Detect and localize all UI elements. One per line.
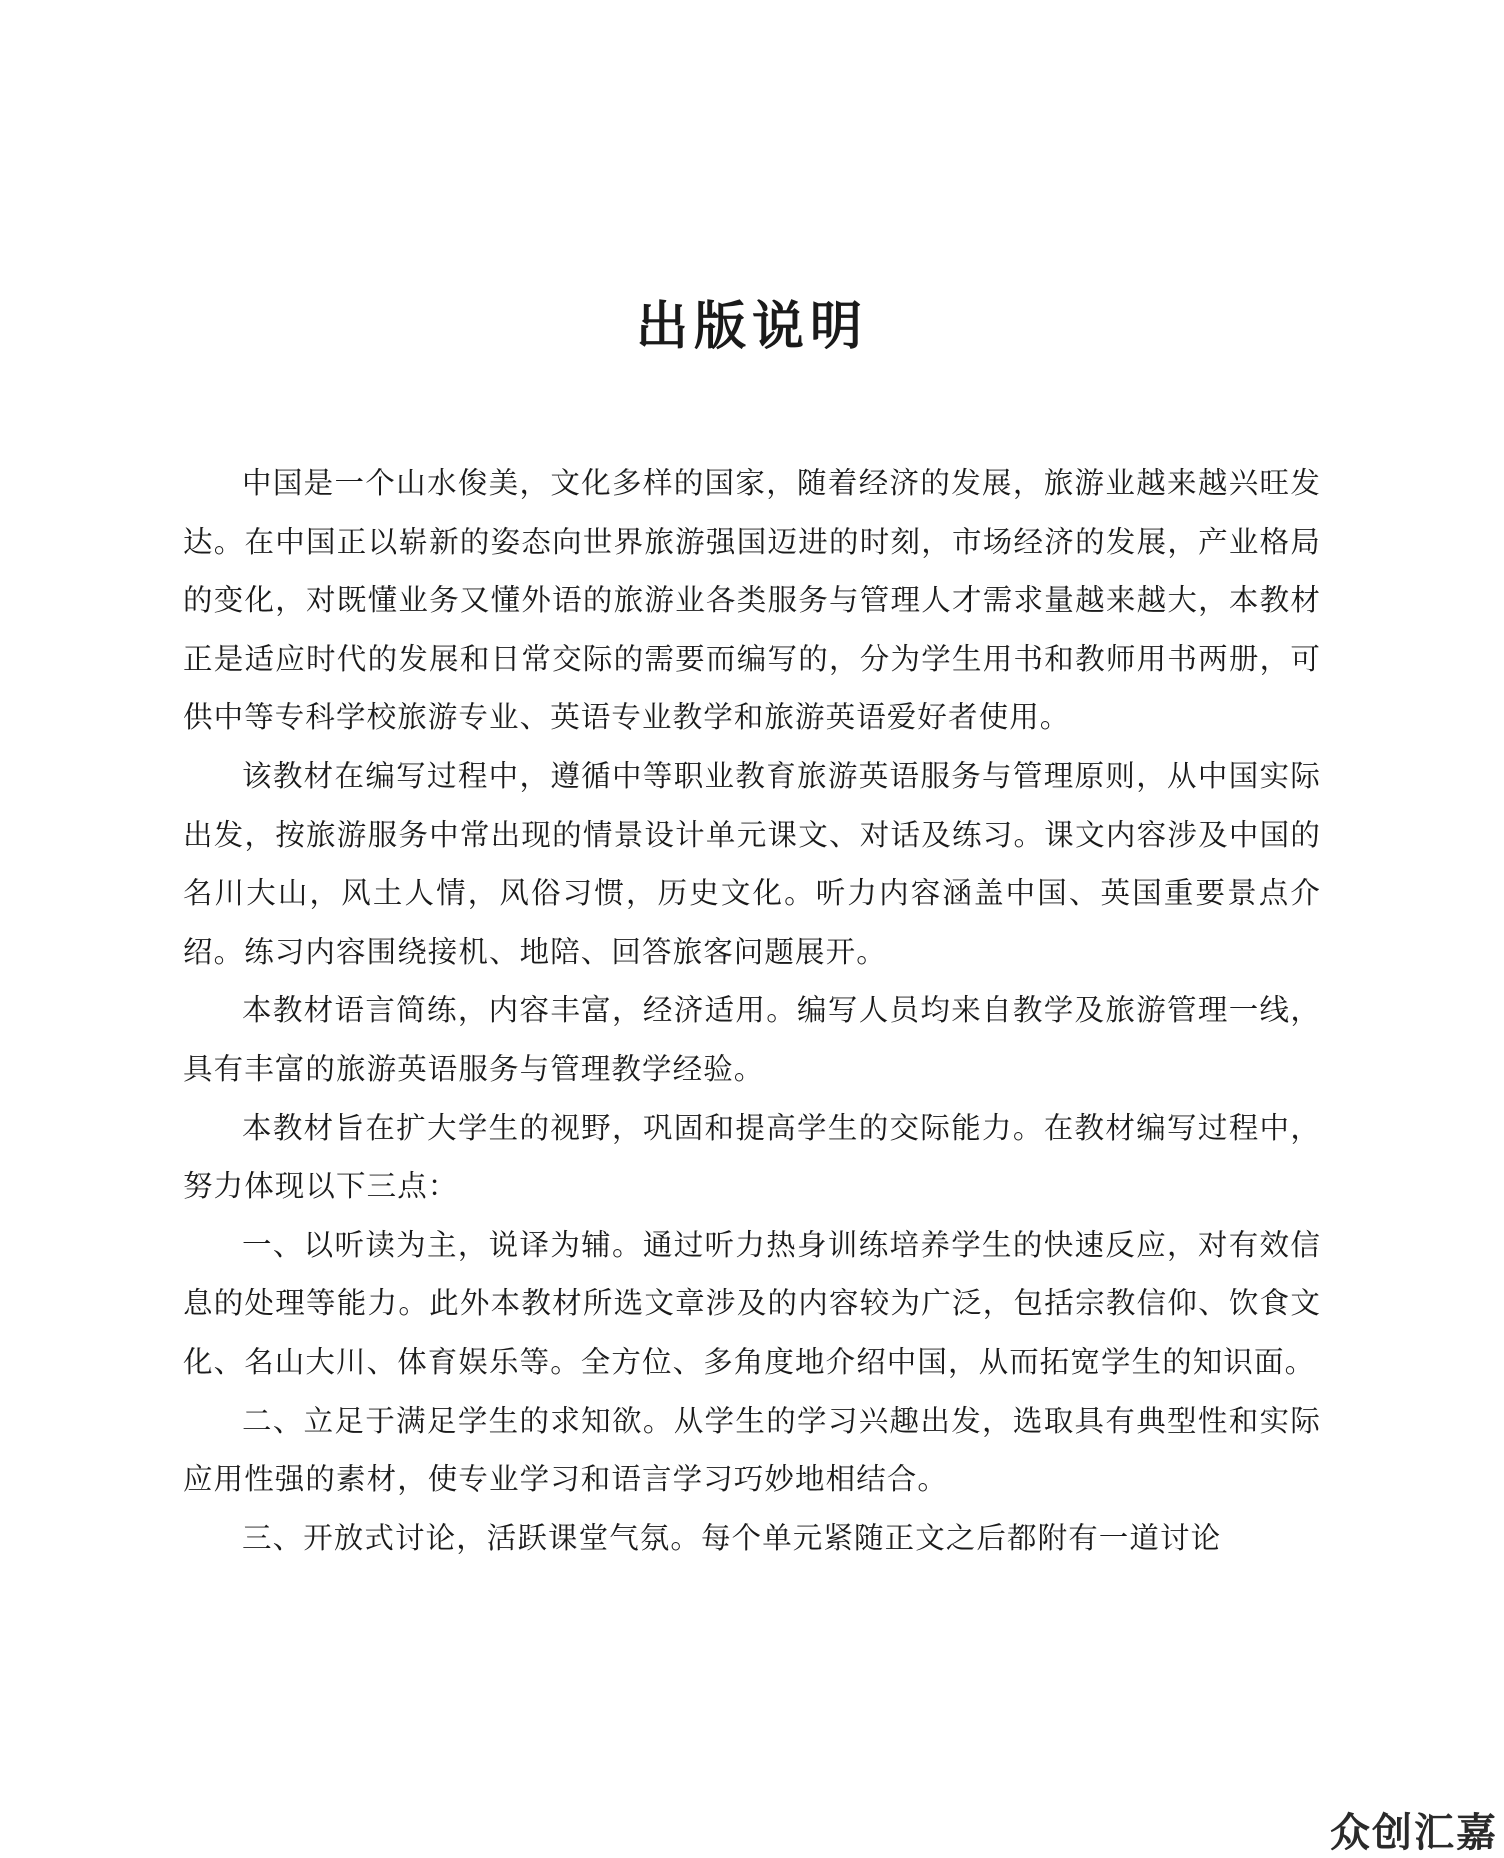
paragraph-intro: 中国是一个山水俊美，文化多样的国家，随着经济的发展，旅游业越来越兴旺发达。在中国正以崭新的姿态向世界旅游强国迈进的时刻，市场经济的发展，产业格局的变化，对既懂业务又懂外语的旅游业各类服务与管理人才需求量越来越大，本教材正是适应时代的发展和日常交际的需要而编写的，分为学生用书和教师用书两册，可供中等专科学校旅游专业、英语专业教学和旅游英语爱好者使用。 xyxy=(183,466,1321,735)
page-title: 出版说明 xyxy=(635,297,868,357)
paragraph-point-three: 三、开放式讨论，活跃课堂气氛。每个单元紧随正文之后都附有一道讨论 xyxy=(242,1520,1222,1555)
watermark-logo: 众创汇嘉 xyxy=(1330,1810,1498,1856)
paragraph-features: 本教材语言简练，内容丰富，经济适用。编写人员均来自教学及旅游管理一线，具有丰富的旅游英语服务与管理教学经验。 xyxy=(183,993,1321,1086)
paragraph-aims: 本教材旨在扩大学生的视野，巩固和提高学生的交际能力。在教材编写过程中，努力体现以下三点： xyxy=(183,1110,1321,1204)
body-text xyxy=(183,454,1321,1567)
paragraph-point-one: 一、以听读为主，说译为辅。通过听力热身训练培养学生的快速反应，对有效信息的处理等能力。此外本教材所选文章涉及的内容较为广泛，包括宗教信仰、饮食文化、名山大川、体育娱乐等。全方位、多角度地介绍中国，从而拓宽学生的知识面。 xyxy=(183,1227,1321,1379)
paragraph-compilation: 该教材在编写过程中，遵循中等职业教育旅游英语服务与管理原则，从中国实际出发，按旅游服务中常出现的情景设计单元课文、对话及练习。课文内容涉及中国的名川大山，风土人情，风俗习惯，历史文化。听力内容涵盖中国、英国重要景点介绍。练习内容围绕接机、地陪、回答旅客问题展开。 xyxy=(183,758,1321,969)
paragraph-point-two: 二、立足于满足学生的求知欲。从学生的学习兴趣出发，选取具有典型性和实际应用性强的素材，使专业学习和语言学习巧妙地相结合。 xyxy=(183,1403,1321,1497)
